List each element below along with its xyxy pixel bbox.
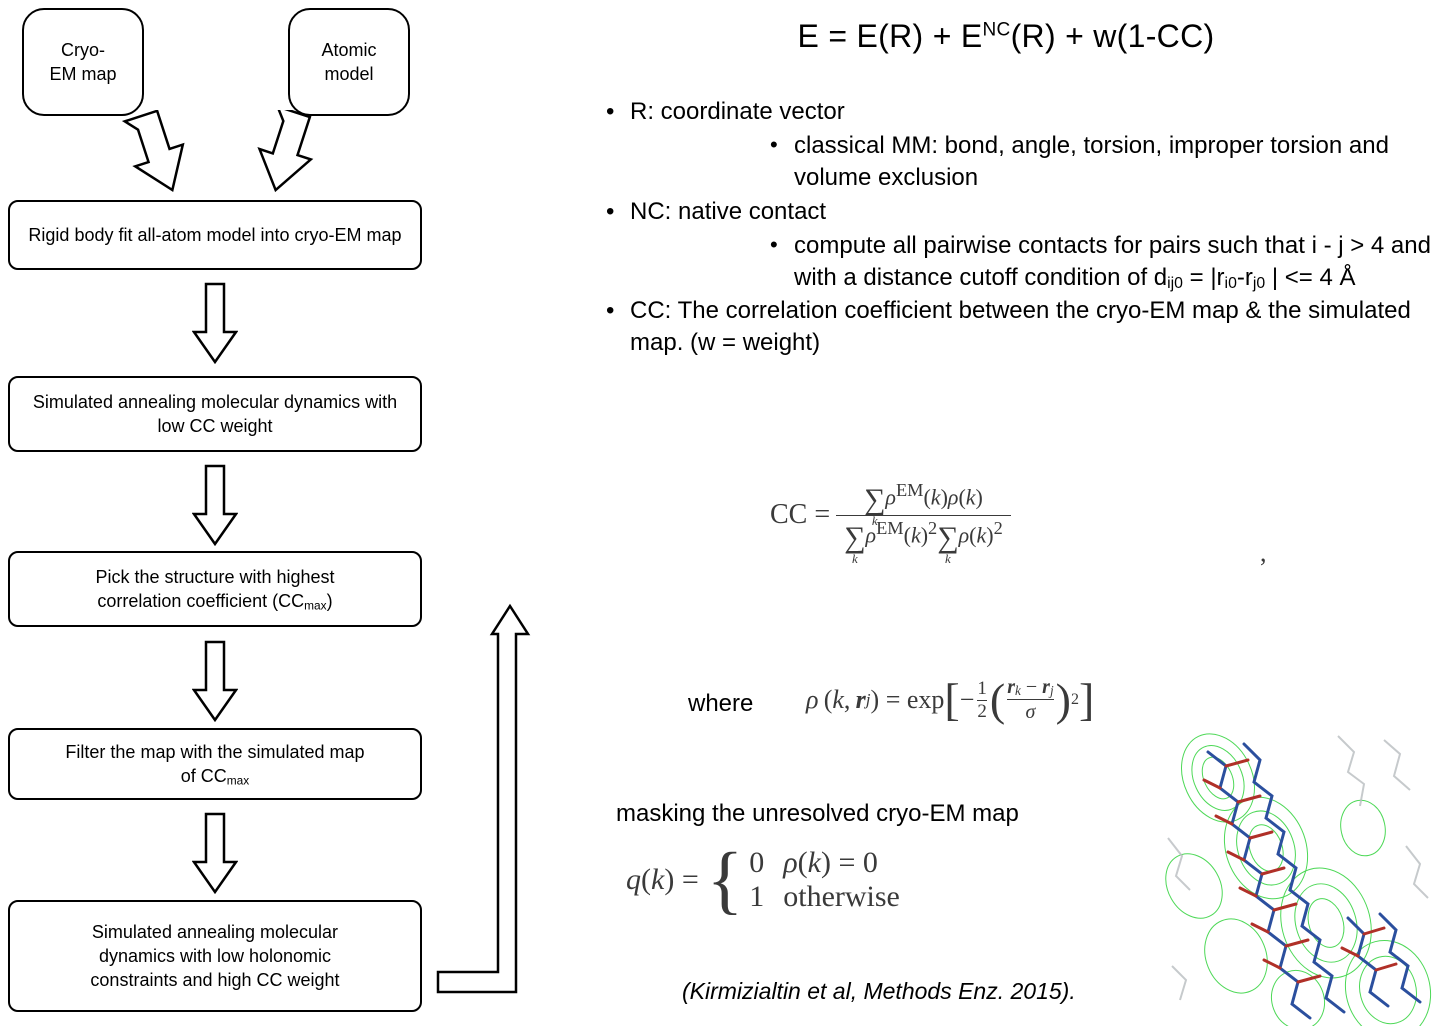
citation-text: (Kirmizialtin et al, Methods Enz. 2015). xyxy=(682,978,1076,1004)
arrow-model-to-fit xyxy=(218,110,328,200)
flow-node-sa-md-low-cc xyxy=(8,376,422,452)
equation-lhs: E = E(R) + E xyxy=(797,18,983,54)
arrow-down-1 xyxy=(192,282,238,364)
sum-symbol: ∑ k xyxy=(937,520,959,566)
bullet-text: NC: native contact xyxy=(630,197,827,225)
flow-node-label: Filter the map with the simulated map of CCmax xyxy=(65,741,365,788)
cc-numerator: ∑ k $\rho^{EM}(k)\rho(k)$ xyxy=(864,480,983,529)
cc-denominator: ∑ k $\rho^{EM}(k)^2\sum$ k $\rho(k)^2$ xyxy=(836,515,1011,551)
bullet-text: CC: The correlation coefficient between the cryo-EM map & the simulated map. (w = weight) xyxy=(630,297,1411,357)
where-label: where xyxy=(688,690,754,717)
flow-node-label: Simulated annealing molecular dynamics with low holonomic constraints and high CC weight xyxy=(90,921,340,991)
bullet-list xyxy=(588,96,1442,361)
q-case-2-cond: otherwise xyxy=(783,880,900,913)
bullet-item-r xyxy=(588,96,1442,128)
q-case-1 xyxy=(749,846,900,880)
q-formula-label: q(k) = xyxy=(626,863,699,896)
cc-fraction xyxy=(836,480,1011,566)
arrow-cryo-to-fit xyxy=(120,110,230,200)
q-case-2-value: 1 xyxy=(749,880,765,913)
masking-caption: masking the unresolved cryo-EM map xyxy=(616,800,1019,827)
main-energy-equation xyxy=(570,18,1442,55)
flow-node-cryo-em-map xyxy=(22,8,144,116)
flow-node-filter-map xyxy=(8,728,422,800)
arrow-down-2 xyxy=(192,464,238,546)
q-case-2 xyxy=(749,880,900,914)
flow-node-rigid-body-fit xyxy=(8,200,422,270)
q-mask-formula xyxy=(626,837,900,922)
arrow-down-3 xyxy=(192,640,238,722)
process-flowchart xyxy=(0,0,560,1026)
cc-correlation-formula xyxy=(770,480,1267,567)
rho-density-formula: ρ ( k , r j ) = exp [ − $\frac{1}{2}$ ( $\frac{rk - rj}{\sigma}$ ) 2 ] xyxy=(806,673,1095,725)
bullet-item-cc xyxy=(588,295,1442,359)
flow-node-sa-md-holonomic xyxy=(8,900,422,1012)
bullet-item-nc xyxy=(588,196,1442,228)
flow-node-pick-structure xyxy=(8,551,422,627)
bullet-item-pairwise-contacts xyxy=(588,230,1442,294)
arrow-down-4 xyxy=(192,812,238,894)
flow-node-label: Atomic model xyxy=(321,39,377,84)
q-case-1-value: 0 xyxy=(749,846,765,879)
flow-node-atomic-model xyxy=(288,8,410,116)
bullet-text: classical MM: bond, angle, torsion, improper torsion and volume exclusion xyxy=(794,131,1389,191)
flow-node-label: Pick the structure with highest correlation coefficient (CCmax) xyxy=(95,566,335,613)
q-case-1-cond: ρ(k) = 0 xyxy=(783,846,878,879)
flow-node-label: Cryo- EM map xyxy=(49,39,117,84)
flow-node-label: Rigid body fit all-atom model into cryo-EM map xyxy=(28,224,402,245)
arrow-feedback-loop xyxy=(424,596,544,1006)
equation-superscript: NC xyxy=(982,19,1011,41)
bullet-item-classical-mm xyxy=(588,130,1442,194)
bullet-text-rich: compute all pairwise contacts for pairs such that i - j > 4 and with a distance cutoff condition of dij0 = |ri0-rj0 | <= 4 Å xyxy=(794,231,1431,292)
sum-symbol: ∑ k xyxy=(844,520,866,566)
bullet-text: R: coordinate vector xyxy=(630,98,845,125)
q-cases xyxy=(749,846,900,914)
formula-comma: , xyxy=(1260,538,1267,567)
equation-rhs: (R) + w(1-CC) xyxy=(1010,18,1215,54)
left-brace: { xyxy=(706,837,744,922)
cryo-em-density-molecule-image xyxy=(1148,718,1442,1026)
flow-node-label: Simulated annealing molecular dynamics with low CC weight xyxy=(32,391,398,436)
cc-formula-label: CC = xyxy=(770,499,831,531)
sum-symbol: ∑ k xyxy=(864,482,886,529)
